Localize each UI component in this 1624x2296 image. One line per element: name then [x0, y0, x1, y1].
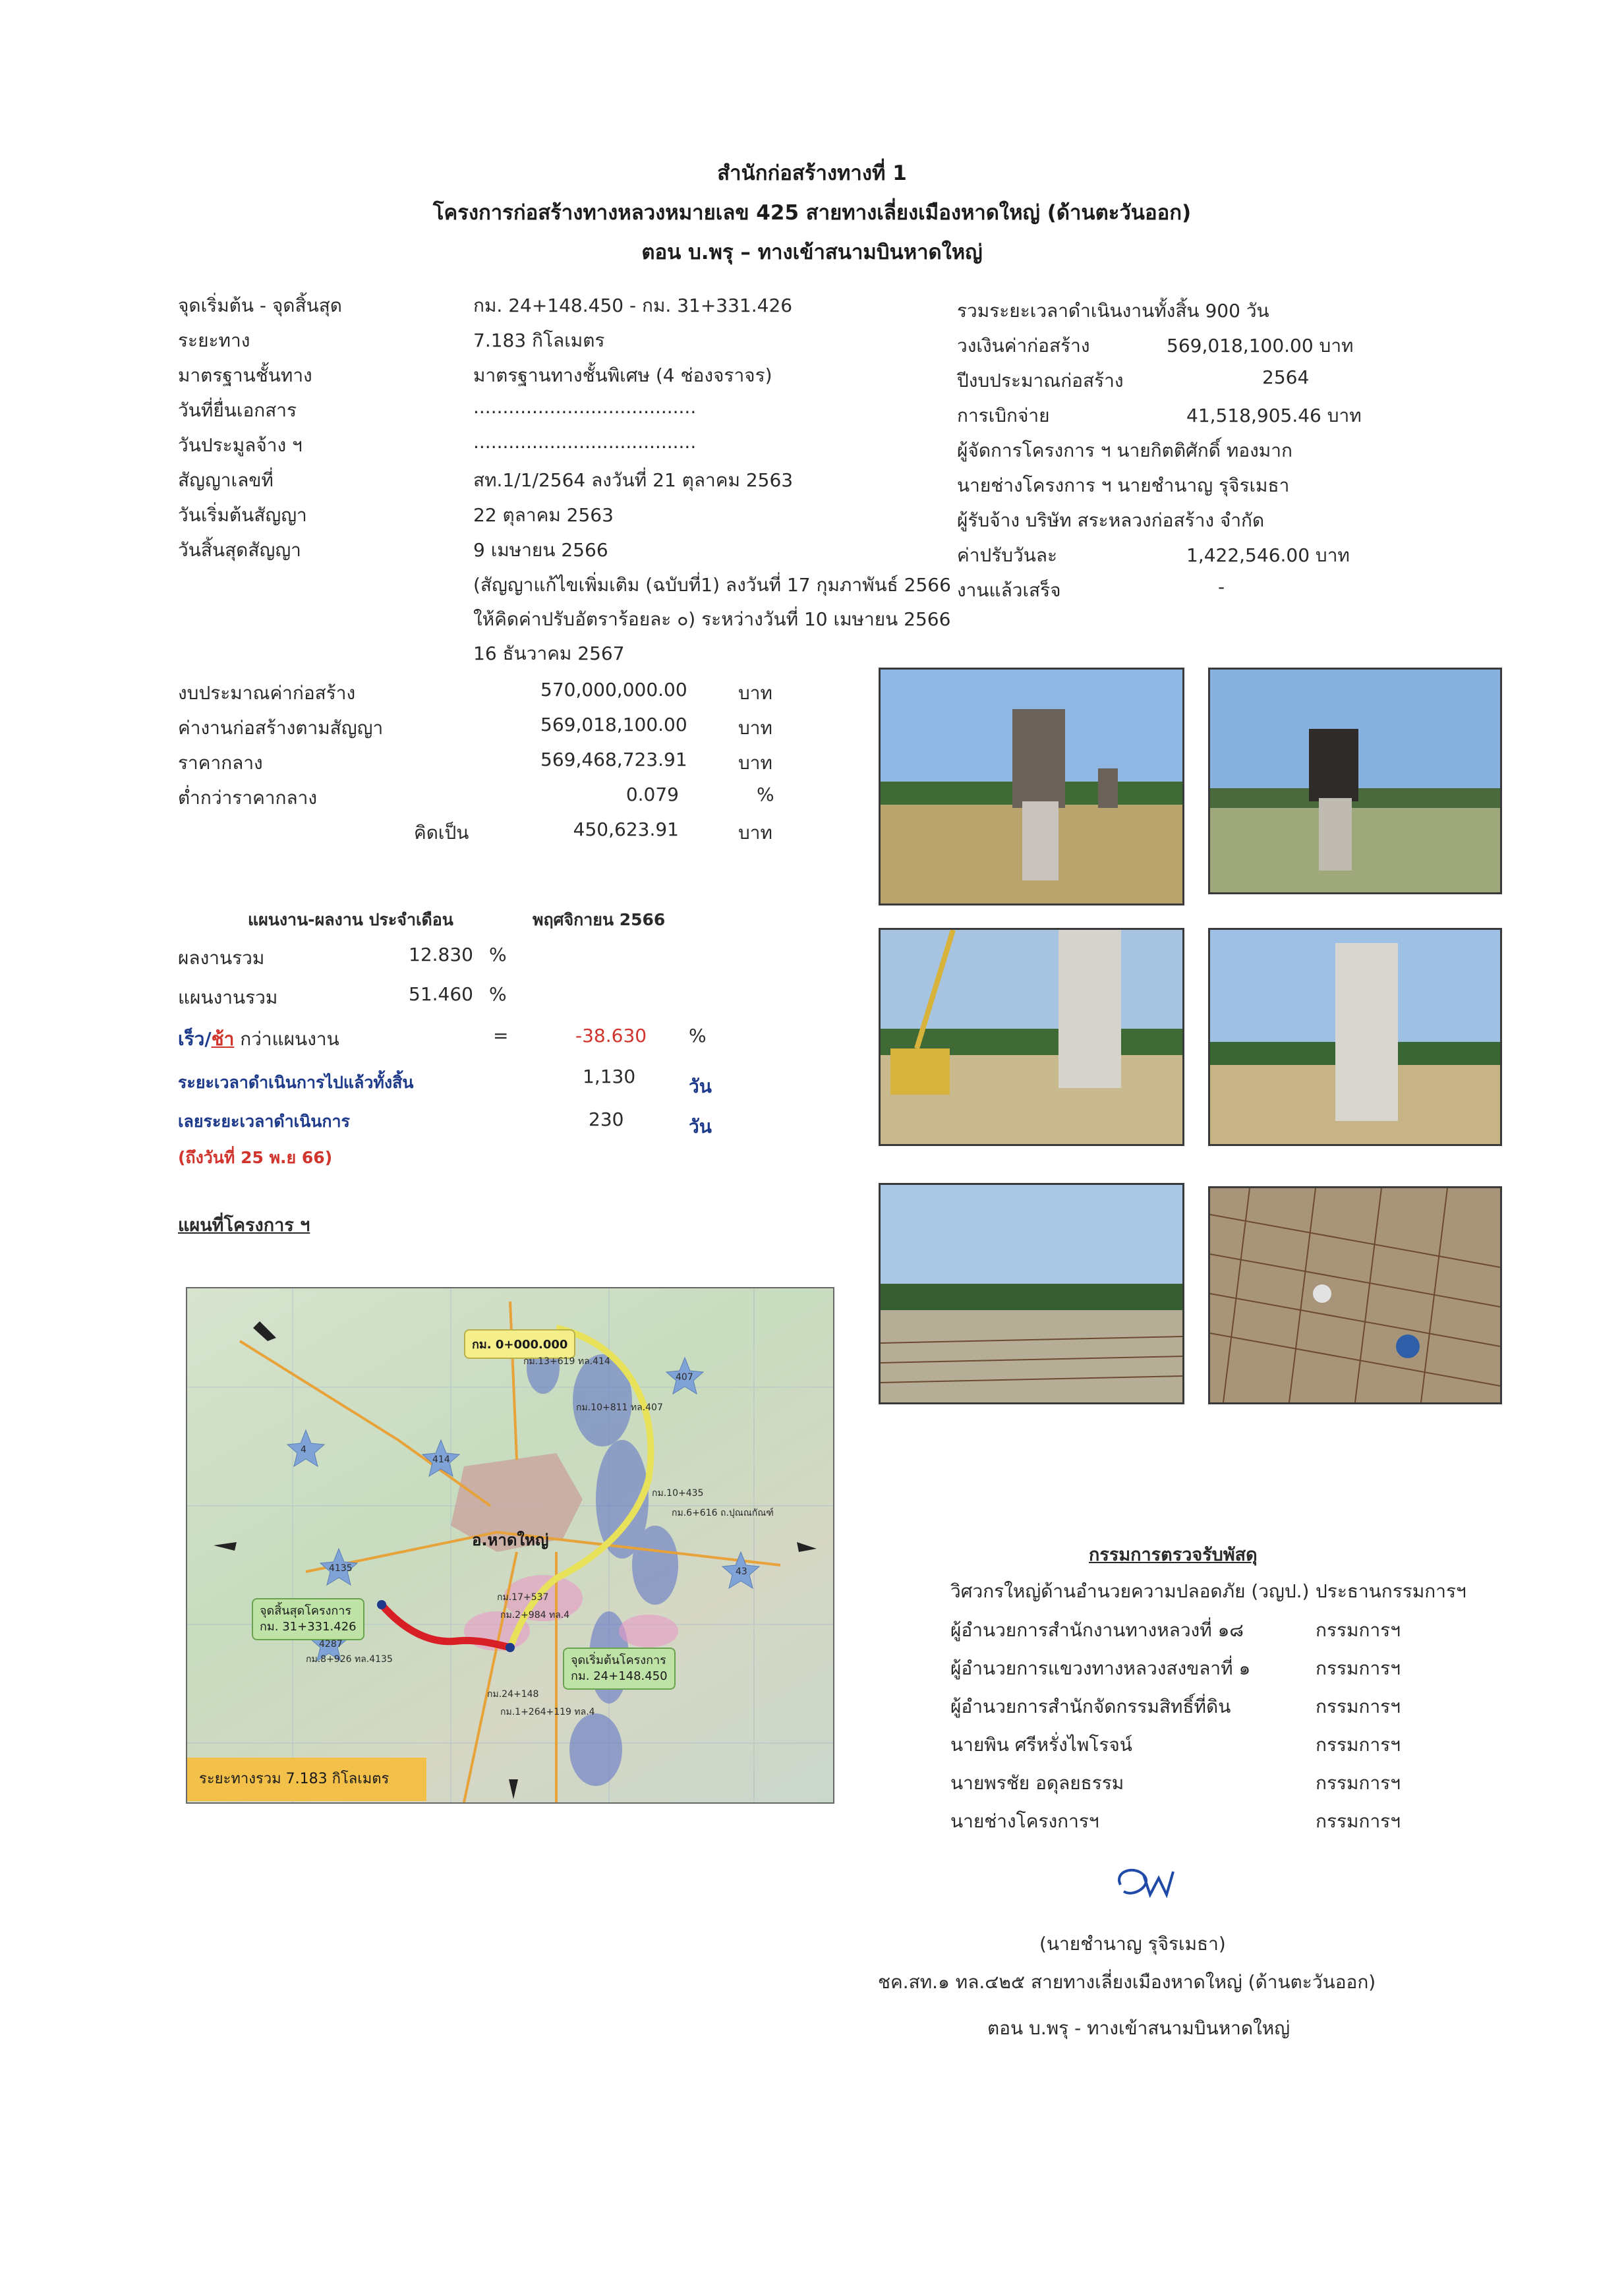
info-value: มาตรฐานทางชั้นพิเศษ (4 ช่องจราจร) [473, 364, 772, 386]
route-number: 4287 [319, 1639, 343, 1650]
route-number: 407 [676, 1372, 693, 1383]
end-callout-km: กม. 31+331.426 [260, 1620, 357, 1634]
result-pct: % [489, 944, 507, 965]
budget-label: งบประมาณค่าก่อสร้าง [178, 682, 356, 704]
site-photo-rebar [1208, 1186, 1502, 1404]
diff-value: -38.630 [575, 1025, 647, 1047]
signatory-position: ชค.สท.๑ ทล.๔๒๕ สายทางเลี่ยงเมืองหาดใหญ่ (ด้านตะวันออก) [878, 1971, 1376, 1993]
info-label: จุดเริ่มต้น - จุดสิ้นสุด [178, 295, 342, 316]
elapsed-unit: วัน [689, 1076, 712, 1097]
site-photo-foundation [879, 1183, 1184, 1404]
info-label: ค่าปรับวันละ [957, 544, 1058, 566]
end-callout-title: จุดสิ้นสุดโครงการ [260, 1604, 352, 1618]
km-label: กม.10+811 ทล.407 [576, 1402, 663, 1413]
committee-member: นายพิน ศรีหรั่งไพโรจน์ [950, 1734, 1132, 1756]
committee-heading: กรรมการตรวจรับพัสดุ [1089, 1545, 1258, 1565]
plan-value: 51.460 [409, 983, 473, 1005]
elapsed-label: ระยะเวลาดำเนินการไปแล้วทั้งสิ้น [178, 1073, 414, 1092]
committee-member: นายพรชัย อดุลยธรรม [950, 1772, 1124, 1794]
as-of-date: (ถึงวันที่ 25 พ.ย 66) [178, 1148, 333, 1167]
diff-equals: = [493, 1025, 509, 1047]
plan-label: แผนงานรวม [178, 987, 278, 1008]
info-value: 7.183 กิโลเมตร [473, 330, 605, 351]
diff-label-slow: ช้า [211, 1028, 235, 1050]
info-value: 569,018,100.00 บาท [1167, 335, 1354, 357]
info-label: ปีงบประมาณก่อสร้าง [957, 370, 1124, 391]
km-label: กม.10+435 [652, 1488, 704, 1499]
route-number: 43 [736, 1566, 747, 1577]
photo-foundation-graphic [881, 1185, 1182, 1402]
start-callout-title: จุดเริ่มต้นโครงการ [571, 1653, 666, 1667]
route-number: 414 [432, 1454, 450, 1465]
project-map [186, 1287, 834, 1804]
city-label: อ.หาดใหญ่ [472, 1531, 549, 1549]
map-heading: แผนที่โครงการ ฯ [178, 1215, 310, 1236]
committee-member: นายช่างโครงการฯ [950, 1810, 1099, 1832]
info-label: นายช่างโครงการ ฯ นายชำนาญ รุจิรเมธา [957, 474, 1290, 496]
committee-role: กรรมการฯ [1316, 1734, 1401, 1756]
start-km-callout: กม. 0+000.000 [464, 1329, 575, 1359]
info-value: 9 เมษายน 2566 [473, 539, 608, 561]
km-label: กม.8+926 ทล.4135 [306, 1654, 393, 1665]
info-label: วันที่ยื่นเอกสาร [178, 399, 297, 421]
site-photo-pier-1 [879, 668, 1184, 905]
committee-member: ผู้อำนวยการสำนักจัดกรรมสิทธิ์ที่ดิน [950, 1696, 1231, 1717]
committee-member: วิศวกรใหญ่ด้านอำนวยความปลอดภัย (วญป.) [950, 1580, 1310, 1602]
budget-unit: บาท [738, 822, 772, 844]
budget-label: คิดเป็น [414, 822, 469, 844]
amendment-line: ให้คิดค่าปรับอัตราร้อยละ ๐) ระหว่างวันที่ 10 เมษายน 2566 [473, 608, 951, 630]
committee-member: ผู้อำนวยการสำนักงานทางหลวงที่ ๑๘ [950, 1619, 1244, 1641]
diff-label-rest: กว่าแผนงาน [234, 1028, 339, 1050]
info-value: - [1218, 576, 1225, 598]
info-label: วันเริ่มต้นสัญญา [178, 504, 307, 526]
budget-value: 570,000,000.00 [540, 679, 687, 701]
route-number: 4135 [329, 1563, 353, 1574]
info-label: รวมระยะเวลาดำเนินงานทั้งสิ้น 900 วัน [957, 300, 1269, 322]
photo-pier-graphic [881, 670, 1182, 904]
budget-label: ต่ำกว่าราคากลาง [178, 787, 318, 809]
overdue-unit: วัน [689, 1116, 712, 1137]
budget-unit: % [757, 784, 774, 805]
km-label: กม.13+619 ทล.414 [523, 1356, 610, 1367]
result-value: 12.830 [409, 944, 473, 965]
map-distance-footer: ระยะทางรวม 7.183 กิโลเมตร [187, 1758, 426, 1801]
photo-pier-graphic [1210, 670, 1500, 892]
info-label: ระยะทาง [178, 330, 250, 351]
committee-role: กรรมการฯ [1316, 1772, 1401, 1794]
project-title: โครงการก่อสร้างทางหลวงหมายเลข 425 สายทางเลี่ยงเมืองหาดใหญ่ (ด้านตะวันออก) [432, 201, 1192, 225]
info-label: วันสิ้นสุดสัญญา [178, 539, 301, 561]
progress-title: แผนงาน-ผลงาน ประจำเดือน [248, 910, 453, 929]
signatory-name: (นายชำนาญ รุจิรเมธา) [1039, 1933, 1226, 1955]
progress-month: พฤศจิกายน 2566 [533, 910, 666, 929]
budget-label: ค่างานก่อสร้างตามสัญญา [178, 717, 384, 739]
info-value: 2564 [1262, 366, 1310, 388]
amendment-line: (สัญญาแก้ไขเพิ่มเติม (ฉบับที่1) ลงวันที่ 17 กุมภาพันธ์ 2566 [473, 574, 951, 596]
budget-value: 569,468,723.91 [540, 749, 687, 770]
plan-pct: % [489, 983, 507, 1005]
office-title: สำนักก่อสร้างทางที่ 1 [717, 161, 907, 185]
end-point-callout [252, 1598, 364, 1640]
info-value: 22 ตุลาคม 2563 [473, 504, 614, 526]
committee-role: กรรมการฯ [1316, 1619, 1401, 1641]
start-point-callout [563, 1648, 676, 1690]
site-photo-pier-2 [1208, 668, 1502, 894]
photo-column-graphic [1210, 930, 1500, 1144]
info-value: ...................................... [473, 431, 697, 453]
site-photo-column [1208, 928, 1502, 1146]
km-label: กม.2+984 ทล.4 [500, 1610, 570, 1621]
info-value: กม. 24+148.450 - กม. 31+331.426 [473, 295, 793, 316]
budget-value: 569,018,100.00 [540, 714, 687, 735]
info-value: สท.1/1/2564 ลงวันที่ 21 ตุลาคม 2563 [473, 469, 794, 491]
budget-unit: บาท [738, 717, 772, 739]
budget-label: ราคากลาง [178, 752, 263, 774]
committee-role: กรรมการฯ [1316, 1657, 1401, 1679]
route-number: 4 [301, 1445, 306, 1455]
info-label: วงเงินค่าก่อสร้าง [957, 335, 1090, 357]
info-label: สัญญาเลขที่ [178, 469, 274, 491]
diff-label [178, 1025, 339, 1054]
km-label: กม.17+537 [497, 1592, 549, 1603]
signature-mark [1107, 1858, 1180, 1911]
info-label: ผู้รับจ้าง บริษัท สระหลวงก่อสร้าง จำกัด [957, 509, 1265, 531]
overdue-value: 230 [589, 1108, 624, 1130]
info-value: 41,518,905.46 บาท [1186, 405, 1362, 426]
committee-member: ผู้อำนวยการแขวงทางหลวงสงขลาที่ ๑ [950, 1657, 1251, 1679]
amendment-line: 16 ธันวาคม 2567 [473, 643, 625, 664]
budget-value: 450,623.91 [573, 818, 679, 840]
info-label: งานแล้วเสร็จ [957, 579, 1061, 601]
info-value: 1,422,546.00 บาท [1186, 544, 1350, 566]
start-callout-km: กม. 24+148.450 [571, 1669, 668, 1683]
site-photo-crane [879, 928, 1184, 1146]
committee-role: กรรมการฯ [1316, 1810, 1401, 1832]
budget-value: 0.079 [625, 784, 679, 805]
photo-crane-graphic [881, 930, 1182, 1144]
info-label: มาตรฐานชั้นทาง [178, 364, 312, 386]
budget-unit: บาท [738, 752, 772, 774]
info-label: วันประมูลจ้าง ฯ [178, 434, 303, 456]
photo-rebar-graphic [1210, 1188, 1500, 1402]
km-label: กม.6+616 ถ.ปุณณกัณฑ์ [672, 1508, 774, 1518]
overdue-label: เลยระยะเวลาดำเนินการ [178, 1112, 350, 1131]
result-label: ผลงานรวม [178, 947, 265, 969]
budget-unit: บาท [738, 682, 772, 704]
diff-pct: % [689, 1025, 707, 1047]
section-title: ตอน บ.พรุ – ทางเข้าสนามบินหาดใหญ่ [641, 241, 983, 264]
committee-role: กรรมการฯ [1316, 1696, 1401, 1717]
info-label: ผู้จัดการโครงการ ฯ นายกิตติศักดิ์ ทองมาก [957, 440, 1292, 461]
committee-role: ประธานกรรมการฯ [1316, 1580, 1466, 1602]
km-label: กม.24+148 [487, 1689, 539, 1700]
signatory-section: ตอน บ.พรุ - ทางเข้าสนามบินหาดใหญ่ [987, 2017, 1290, 2039]
km-label: กม.1+264+119 ทล.4 [500, 1707, 595, 1717]
info-label: การเบิกจ่าย [957, 405, 1050, 426]
elapsed-value: 1,130 [583, 1066, 636, 1087]
info-value: ...................................... [473, 396, 697, 418]
diff-label-fast: เร็ว/ [178, 1028, 212, 1050]
